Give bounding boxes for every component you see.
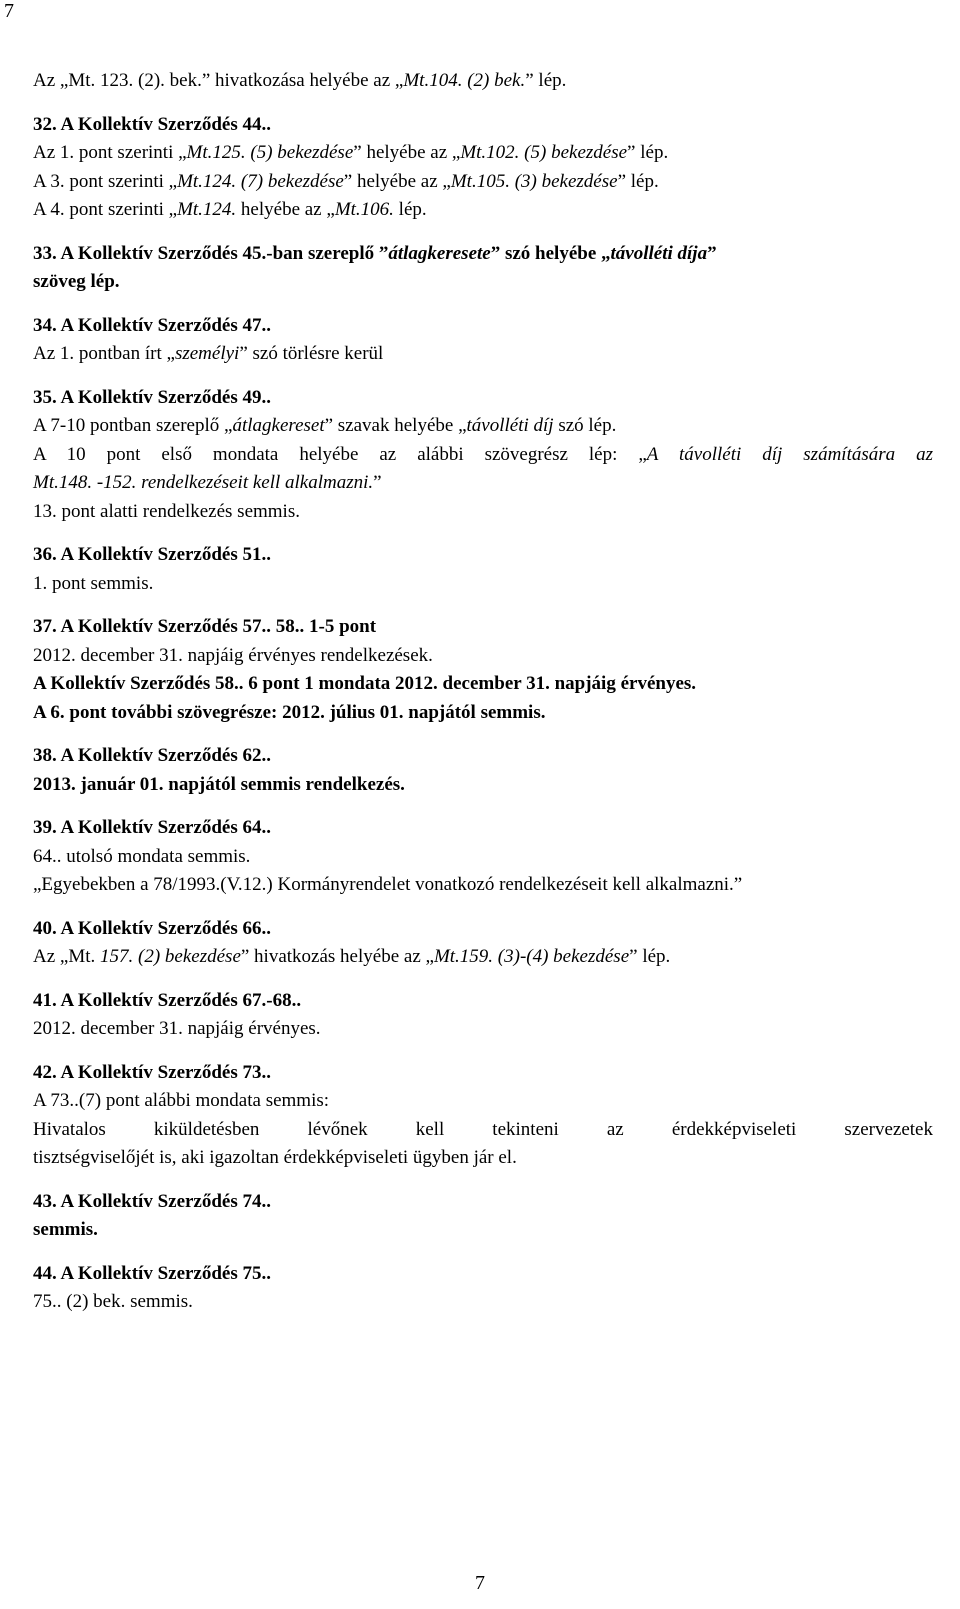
paragraph-gap	[33, 900, 933, 915]
text-segment: ” helyébe az „	[353, 142, 461, 163]
text-segment: 34. A Kollektív Szerződés 47..	[33, 314, 272, 336]
paragraph-gap	[33, 1173, 933, 1188]
text-segment: semmis.	[33, 1219, 98, 1240]
text-line	[33, 871, 933, 900]
text-line	[33, 1015, 933, 1044]
amendment-block	[33, 312, 933, 369]
text-segment: átlagkeresete	[388, 242, 491, 264]
page-number-top: 7	[4, 0, 14, 22]
text-line	[33, 1144, 933, 1173]
amendment-block	[33, 240, 933, 297]
amendment-block	[33, 541, 933, 598]
text-segment: ” lép.	[629, 946, 671, 967]
text-segment: 39. A Kollektív Szerződés 64..	[33, 817, 272, 838]
text-line	[33, 1188, 933, 1217]
paragraph-gap	[33, 96, 933, 111]
text-line	[33, 987, 933, 1016]
text-segment: lép.	[393, 199, 427, 220]
text-segment: A 4. pont szerinti „	[33, 199, 178, 220]
paragraph-gap	[33, 799, 933, 814]
text-segment: 37. A Kollektív Szerződés 57.. 58.. 1-5 pont	[33, 616, 377, 637]
amendment-block	[33, 613, 933, 727]
text-line	[33, 268, 933, 297]
paragraph-gap	[33, 1044, 933, 1059]
amendment-block	[33, 1188, 933, 1245]
text-segment: Mt.148. -152. rendelkezéseit kell alkalmazni.	[33, 472, 374, 493]
text-line	[33, 469, 933, 498]
text-line	[33, 1059, 933, 1088]
text-segment: Mt.104. (2) bek.	[403, 70, 526, 91]
text-segment: 64.. utolsó mondata semmis.	[33, 845, 251, 867]
text-segment: „Egyebekben a 78/1993.(V.12.) Kormányrendelet vonatkozó rendelkezéseit kell alkalmazni.”	[33, 874, 743, 895]
text-segment: 38. A Kollektív Szerződés 62..	[33, 745, 272, 766]
text-line	[33, 1260, 933, 1289]
text-segment: A távolléti díj számítására az	[646, 443, 933, 465]
text-line	[33, 814, 933, 843]
text-segment: 2013. január 01. napjától semmis rendelkezés.	[33, 773, 405, 795]
amendment-block	[33, 384, 933, 527]
text-line	[33, 1216, 933, 1245]
text-segment: ” szavak helyébe „	[324, 415, 467, 436]
text-line	[33, 139, 933, 168]
text-line	[33, 699, 933, 728]
amendment-block	[33, 1260, 933, 1317]
text-segment: 157. (2) bekezdése	[100, 946, 241, 967]
paragraph-gap	[33, 526, 933, 541]
text-segment: 42. A Kollektív Szerződés 73..	[33, 1061, 272, 1083]
text-segment: 44. A Kollektív Szerződés 75..	[33, 1262, 272, 1284]
text-segment: ” lép.	[525, 70, 567, 91]
text-segment: ”	[707, 242, 717, 264]
text-segment: ” szó helyébe „	[490, 242, 611, 264]
text-segment: távolléti díja	[610, 242, 708, 264]
text-segment: ”	[373, 472, 382, 493]
text-segment: szöveg lép.	[33, 271, 120, 292]
amendment-block	[33, 742, 933, 799]
text-segment: A 3. pont szerinti „	[33, 170, 178, 192]
text-segment: szó lép.	[553, 415, 617, 436]
text-segment: ” lép.	[617, 170, 659, 192]
text-segment: ” hivatkozás helyébe az „	[240, 946, 434, 967]
text-segment: ” lép.	[627, 142, 669, 163]
text-segment: 40. A Kollektív Szerződés 66..	[33, 917, 272, 939]
text-segment: távolléti díj	[466, 415, 554, 436]
text-segment: A 10 pont első mondata helyébe az alábbi szövegrész lép: „	[33, 443, 647, 465]
text-segment: 35. A Kollektív Szerződés 49..	[33, 386, 272, 408]
paragraph-gap	[33, 972, 933, 987]
page-number-bottom: 7	[475, 1572, 485, 1594]
text-segment: A Kollektív Szerződés 58.. 6 pont 1 mondata 2012. december 31. napjáig érvényes.	[33, 673, 697, 694]
text-segment: személyi	[174, 343, 240, 364]
text-segment: 32. A Kollektív Szerződés 44..	[33, 113, 272, 135]
text-line	[33, 240, 933, 269]
text-segment: 13. pont alatti rendelkezés semmis.	[33, 500, 300, 522]
text-line	[33, 67, 933, 96]
text-line	[33, 541, 933, 570]
text-segment: átlagkereset	[232, 415, 325, 436]
text-line	[33, 441, 933, 470]
text-line	[33, 196, 933, 225]
text-segment: Az „Mt. 123. (2). bek.” hivatkozása helyébe az „	[33, 70, 404, 91]
text-segment: Az 1. pont szerinti „	[33, 142, 187, 163]
text-line	[33, 742, 933, 771]
text-segment: 1. pont semmis.	[33, 572, 154, 594]
amendment-block	[33, 814, 933, 900]
text-line	[33, 843, 933, 872]
text-segment: Mt.105. (3) bekezdése	[450, 170, 618, 192]
text-segment: tisztségviselőjét is, aki igazoltan érdekképviseleti ügyben jár el.	[33, 1147, 517, 1168]
text-line	[33, 168, 933, 197]
text-segment: 33. A Kollektív Szerződés 45.-ban szereplő ”	[33, 242, 389, 264]
text-segment: Mt.159. (3)-(4) bekezdése	[433, 946, 630, 967]
text-line	[33, 642, 933, 671]
paragraph-gap	[33, 598, 933, 613]
text-segment: helyébe az „	[236, 199, 335, 220]
text-segment: A 6. pont további szövegrésze: 2012. július 01. napjától semmis.	[33, 701, 546, 723]
text-segment: Mt.106.	[334, 199, 394, 220]
text-line	[33, 340, 933, 369]
text-segment: Az 1. pontban írt „	[33, 343, 175, 364]
text-segment: ” szó törlésre kerül	[239, 343, 384, 364]
amendment-block	[33, 67, 933, 96]
text-line	[33, 384, 933, 413]
amendment-block	[33, 111, 933, 225]
paragraph-gap	[33, 727, 933, 742]
text-line	[33, 613, 933, 642]
text-segment: 75.. (2) bek. semmis.	[33, 1291, 193, 1312]
text-segment: 2012. december 31. napjáig érvényes rendelkezések.	[33, 644, 433, 666]
text-line	[33, 111, 933, 140]
text-line	[33, 771, 933, 800]
text-line	[33, 1087, 933, 1116]
text-line	[33, 412, 933, 441]
text-segment: A 7-10 pontban szereplő „	[33, 415, 233, 436]
text-line	[33, 498, 933, 527]
text-segment: 2012. december 31. napjáig érvényes.	[33, 1018, 321, 1039]
text-segment: ” helyébe az „	[343, 170, 451, 192]
text-segment: A 73..(7) pont alábbi mondata semmis:	[33, 1090, 330, 1111]
paragraph-gap	[33, 225, 933, 240]
amendment-block	[33, 987, 933, 1044]
text-segment: Hivatalos kiküldetésben lévőnek kell tekinteni az érdekképviseleti szervezetek	[33, 1118, 933, 1140]
text-line	[33, 915, 933, 944]
text-line	[33, 1116, 933, 1145]
text-line	[33, 1288, 933, 1317]
text-line	[33, 943, 933, 972]
text-segment: 43. A Kollektív Szerződés 74..	[33, 1190, 272, 1212]
amendment-block	[33, 1059, 933, 1173]
text-segment: Az „Mt.	[33, 946, 101, 967]
paragraph-gap	[33, 1245, 933, 1260]
amendment-block	[33, 915, 933, 972]
text-segment: 41. A Kollektív Szerződés 67.-68..	[33, 989, 302, 1011]
text-line	[33, 312, 933, 341]
text-segment: Mt.125. (5) bekezdése	[186, 142, 354, 163]
paragraph-gap	[33, 297, 933, 312]
text-line	[33, 670, 933, 699]
document-body	[33, 67, 933, 1317]
paragraph-gap	[33, 369, 933, 384]
text-line	[33, 570, 933, 599]
text-segment: Mt.124.	[177, 199, 237, 220]
text-segment: 36. A Kollektív Szerződés 51..	[33, 544, 272, 565]
text-segment: Mt.124. (7) bekezdése	[177, 170, 344, 192]
text-segment: Mt.102. (5) bekezdése	[460, 142, 628, 163]
